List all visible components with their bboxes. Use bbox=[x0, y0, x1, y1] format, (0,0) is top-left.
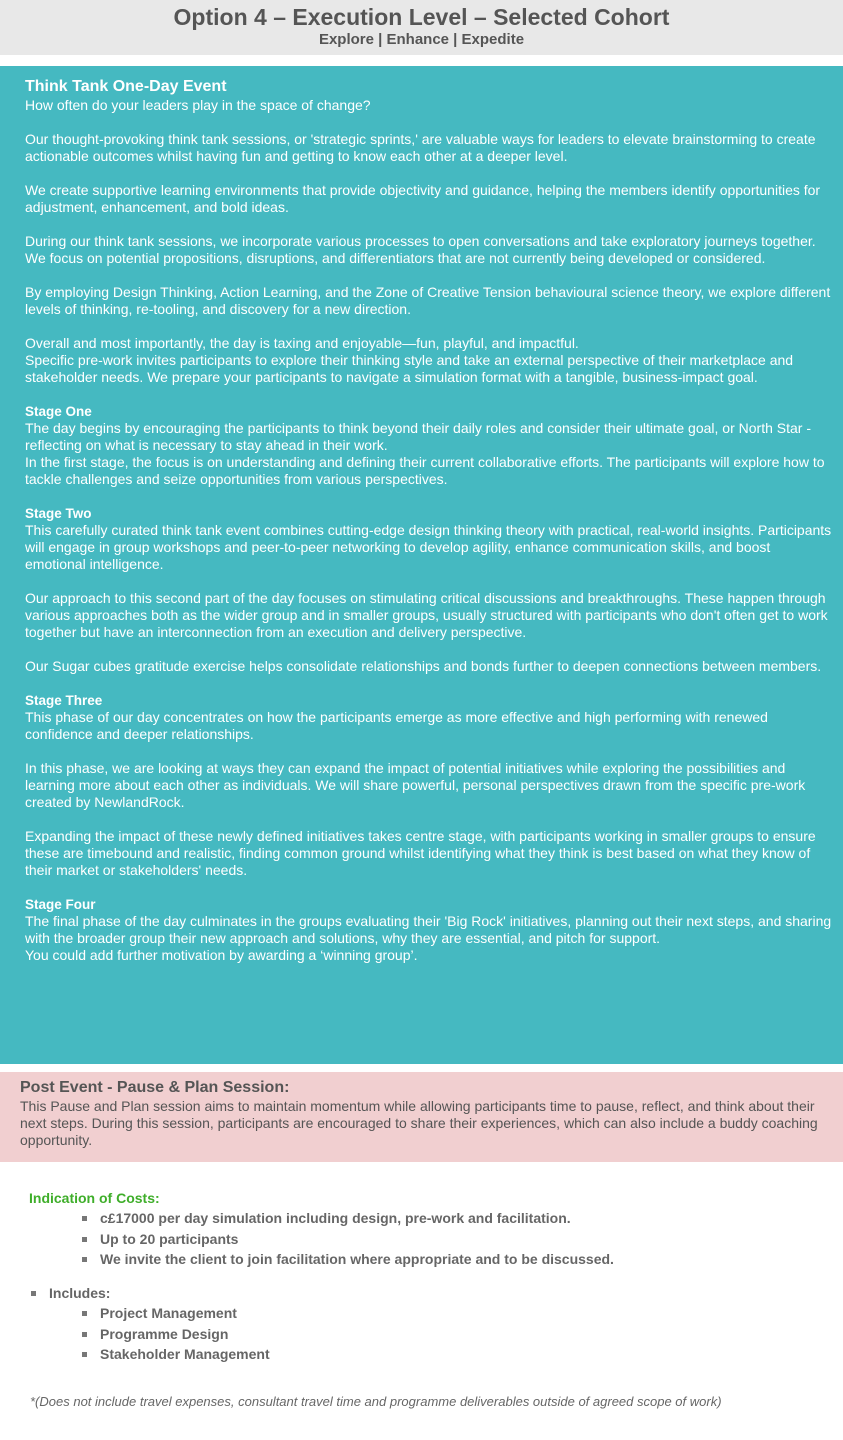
bullet-item: Programme Design bbox=[100, 1324, 843, 1345]
paragraph-text: Expanding the impact of these newly defined initiatives takes centre stage, with participants working in smaller groups to ensure these are timebound and realistic, finding common ground whilst identifying what they think is best based on what they know of their market or stakeholders' needs. bbox=[25, 828, 816, 878]
paragraph-block bbox=[25, 760, 833, 811]
paragraph-text: Our approach to this second part of the day focuses on stimulating critical discussions and breakthroughs. These happen through various approaches both as the wider group and in smaller groups, usually structured with participants who don't often get to work together but have an interconnection from an execution and delivery perspective. bbox=[25, 590, 828, 640]
costs-section bbox=[0, 1188, 843, 1365]
paragraph-text: How often do your leaders play in the space of change? bbox=[25, 97, 371, 113]
paragraph-text: Overall and most importantly, the day is taxing and enjoyable—fun, playful, and impactful. bbox=[25, 335, 579, 351]
bullet-item: Project Management bbox=[100, 1303, 843, 1324]
bullet-item: Stakeholder Management bbox=[100, 1344, 843, 1365]
paragraph-text: The day begins by encouraging the participants to think beyond their daily roles and consider their ultimate goal, or North Star - reflecting on what is necessary to stay ahead in their work. bbox=[25, 420, 811, 453]
paragraph-block bbox=[25, 590, 833, 641]
paragraph-block bbox=[25, 97, 833, 114]
paragraph-block bbox=[25, 131, 833, 165]
bullet-item: We invite the client to join facilitation where appropriate and to be discussed. bbox=[100, 1249, 843, 1270]
paragraph-block bbox=[25, 182, 833, 216]
post-event-section bbox=[0, 1072, 843, 1162]
page-header bbox=[0, 0, 843, 55]
paragraph-text: We create supportive learning environments that provide objectivity and guidance, helping the members identify opportunities for adjustment, enhancement, and bold ideas. bbox=[25, 182, 821, 215]
footnote: *(Does not include travel expenses, consultant travel time and programme deliverables outside of agreed scope of work) bbox=[30, 1394, 722, 1409]
paragraph-text: Our Sugar cubes gratitude exercise helps consolidate relationships and bonds further to deepen connections between members. bbox=[25, 658, 822, 674]
costs-title: Indication of Costs: bbox=[29, 1190, 160, 1206]
stage-heading: Stage Four bbox=[25, 897, 96, 912]
paragraph-text: In the first stage, the focus is on understanding and defining their current collaborative efforts. The participants will explore how to tackle challenges and seize opportunities from various perspectives. bbox=[25, 454, 825, 487]
paragraph-block bbox=[25, 403, 833, 488]
paragraph-text: This phase of our day concentrates on how the participants emerge as more effective and high performing with renewed confidence and deeper relationships. bbox=[25, 709, 768, 742]
post-event-text: This Pause and Plan session aims to maintain momentum while allowing participants time to pause, reflect, and think about their next steps. During this session, participants are encouraged to share their experiences, which can also include a buddy coaching opportunity. bbox=[20, 1098, 818, 1148]
paragraph-text: Specific pre-work invites participants to explore their thinking style and take an external perspective of their marketplace and stakeholder needs. We prepare your participants to navigate a simulation format with a tangible, business-impact goal. bbox=[25, 352, 794, 385]
paragraph-block bbox=[25, 658, 833, 675]
includes-list bbox=[49, 1283, 843, 1304]
stage-heading: Stage Three bbox=[25, 693, 103, 708]
paragraph-text: This carefully curated think tank event combines cutting-edge design thinking theory with practical, real-world insights. Participants will engage in group workshops and peer-to-peer networking to develop agility, enhance communication skills, and boost emotional intelligence. bbox=[25, 522, 832, 572]
paragraph-text: You could add further motivation by awarding a ‘winning group’. bbox=[25, 947, 418, 963]
paragraph-block bbox=[25, 692, 833, 743]
paragraph-text: During our think tank sessions, we incorporate various processes to open conversations and take exploratory journeys together. We focus on potential propositions, disruptions, and differentiators that are not currently being developed or considered. bbox=[25, 233, 816, 266]
paragraph-text: In this phase, we are looking at ways they can expand the impact of potential initiatives while exploring the possibilities and learning more about each other as individuals. We will share powerful, personal perspectives drawn from the specific pre-work created by NewlandRock. bbox=[25, 760, 806, 810]
stage-heading: Stage One bbox=[25, 404, 92, 419]
paragraph-block bbox=[25, 284, 833, 318]
section-title: Think Tank One-Day Event bbox=[25, 78, 227, 95]
post-event-title: Post Event - Pause & Plan Session: bbox=[20, 1079, 290, 1096]
paragraph-block bbox=[25, 233, 833, 267]
paragraph-text: By employing Design Thinking, Action Learning, and the Zone of Creative Tension behavioural science theory, we explore different levels of thinking, re-tooling, and discovery for a new direction. bbox=[25, 284, 831, 317]
paragraph-block bbox=[25, 335, 833, 386]
costs-list bbox=[100, 1208, 843, 1270]
includes-label: Includes: bbox=[49, 1283, 843, 1304]
page-title: Option 4 – Execution Level – Selected Cohort bbox=[173, 4, 670, 30]
includes-items bbox=[100, 1303, 843, 1365]
page-subtitle: Explore | Enhance | Expedite bbox=[318, 31, 525, 48]
paragraph-text: The final phase of the day culminates in the groups evaluating their 'Big Rock' initiatives, planning out their next steps, and sharing with the broader group their new approach and solutions, why they are essential, and pitch for support. bbox=[25, 913, 832, 946]
paragraph-block bbox=[25, 828, 833, 879]
paragraph-block bbox=[25, 896, 833, 964]
bullet-item: Up to 20 participants bbox=[100, 1229, 843, 1250]
paragraph-block bbox=[25, 505, 833, 573]
bullet-item: c£17000 per day simulation including design, pre-work and facilitation. bbox=[100, 1208, 843, 1229]
think-tank-section bbox=[0, 66, 843, 1064]
paragraph-text: Our thought-provoking think tank sessions, or 'strategic sprints,' are valuable ways for leaders to elevate brainstorming to create actionable outcomes whilst having fun and getting to know each other at a deeper level. bbox=[25, 131, 816, 164]
stage-heading: Stage Two bbox=[25, 506, 92, 521]
